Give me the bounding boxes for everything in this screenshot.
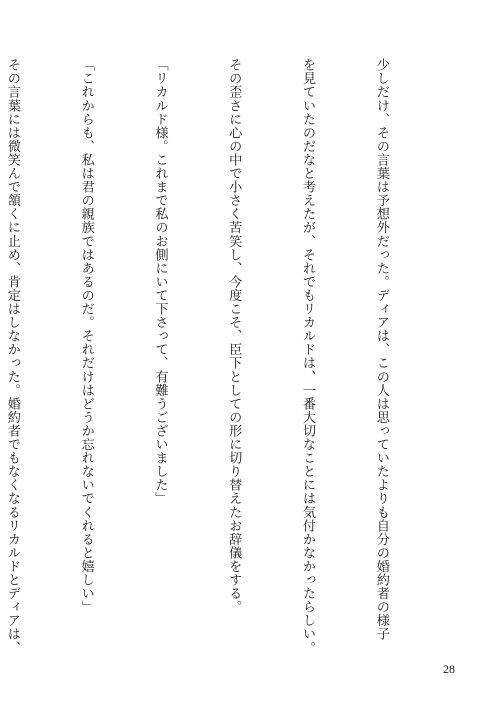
text-line: その言葉には微笑んで頷くに止め、肯定はしなかった。婚約者でもなくなるリカルドとディアは、 xyxy=(4,58,20,655)
dialogue-line: 「これからも、私は君の親族ではあるのだ。それだけはどうか忘れないでくれると嬉しい」 xyxy=(78,58,94,614)
dialogue-line: 「リカルド様。これまで私のお側にいて下さって、有難うございました」 xyxy=(152,58,168,506)
text-line: その歪さに心の中で小さく苦笑し、今度こそ、臣下としての形に切り替えたお辞儀をする。 xyxy=(226,58,242,614)
page-number: 28 xyxy=(443,662,455,676)
body-text xyxy=(0,58,442,655)
text-line: を見ていたのだなと考えたが、それでもリカルドは、一番大切なことには気付かなかったらしい。 xyxy=(300,58,316,655)
text-line: 少しだけ、その言葉は予想外だった。ディアは、この人は思っていたよりも自分の婚約者の様子 xyxy=(373,58,389,641)
